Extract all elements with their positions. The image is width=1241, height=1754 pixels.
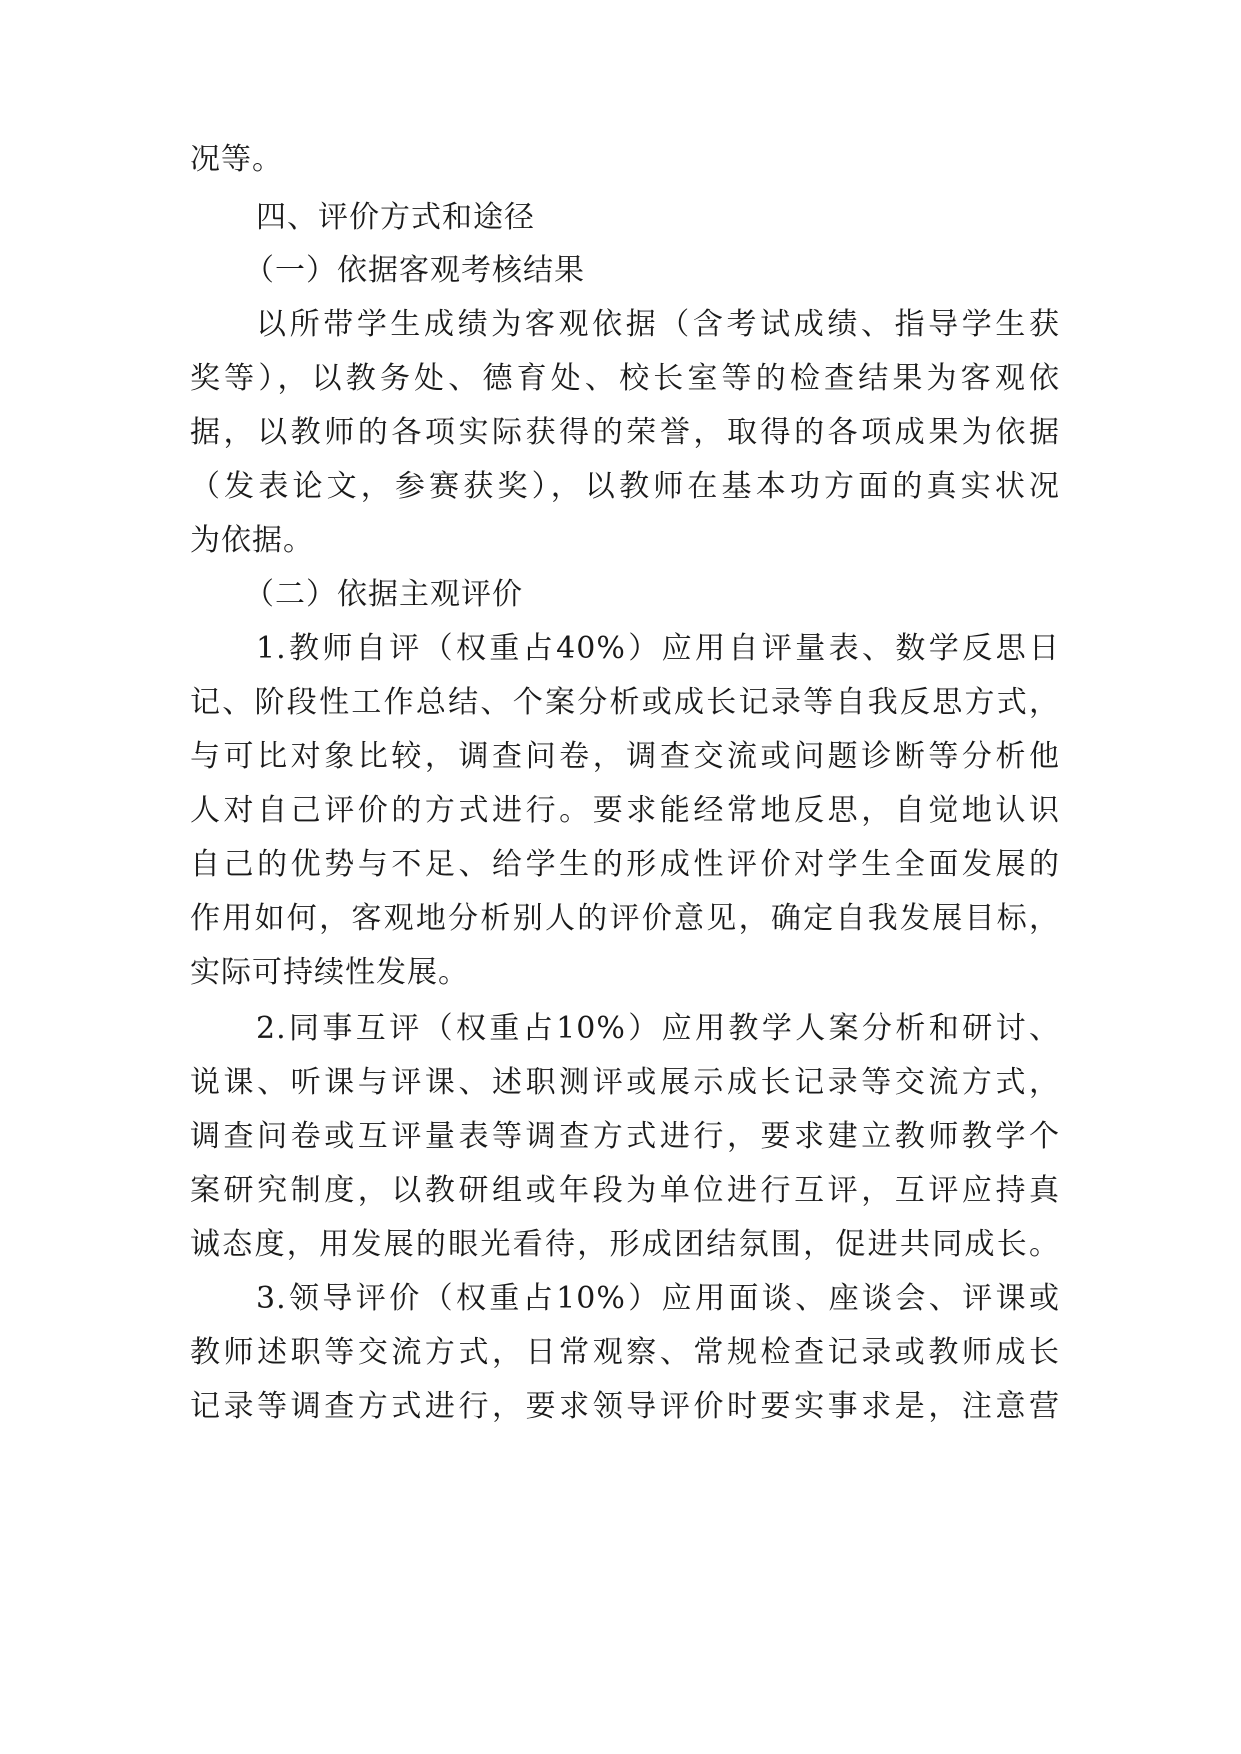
paragraph-line: 案研究制度，以教研组或年段为单位进行互评，互评应持真 <box>190 1173 1060 1208</box>
paragraph-line: 诚态度，用发展的眼光看待，形成团结氛围，促进共同成长。 <box>190 1227 1060 1262</box>
paragraph-line: 据，以教师的各项实际获得的荣誉，取得的各项成果为依据 <box>190 415 1060 450</box>
subsection-heading: （二）依据主观评价 <box>244 577 523 612</box>
paragraph-line: 作用如何，客观地分析别人的评价意见，确定自我发展目标， <box>190 901 1060 936</box>
paragraph-line: 说课、听课与评课、述职测评或展示成长记录等交流方式， <box>190 1065 1060 1100</box>
paragraph-line: 人对自己评价的方式进行。要求能经常地反思，自觉地认识 <box>190 793 1060 828</box>
subsection-heading: （一）依据客观考核结果 <box>244 253 585 288</box>
paragraph-line: 况等。 <box>190 142 283 177</box>
paragraph-line: 教师述职等交流方式，日常观察、常规检查记录或教师成长 <box>190 1335 1060 1370</box>
paragraph-line: 1.教师自评（权重占40%）应用自评量表、数学反思日 <box>256 631 1060 666</box>
paragraph-line: 3.领导评价（权重占10%）应用面谈、座谈会、评课或 <box>256 1281 1060 1316</box>
paragraph-line: 2.同事互评（权重占10%）应用教学人案分析和研讨、 <box>256 1011 1060 1046</box>
section-heading: 四、评价方式和途径 <box>256 200 535 235</box>
paragraph-line: 调查问卷或互评量表等调查方式进行，要求建立教师教学个 <box>190 1119 1060 1154</box>
paragraph-line: （发表论文，参赛获奖），以教师在基本功方面的真实状况 <box>190 469 1060 504</box>
paragraph-line: 以所带学生成绩为客观依据（含考试成绩、指导学生获 <box>256 307 1060 342</box>
paragraph-line: 记、阶段性工作总结、个案分析或成长记录等自我反思方式， <box>190 685 1060 720</box>
paragraph-line: 与可比对象比较，调查问卷，调查交流或问题诊断等分析他 <box>190 739 1060 774</box>
paragraph-line: 记录等调查方式进行，要求领导评价时要实事求是，注意营 <box>190 1389 1060 1424</box>
paragraph-line: 为依据。 <box>190 523 314 558</box>
paragraph-line: 实际可持续性发展。 <box>190 955 469 990</box>
paragraph-line: 奖等），以教务处、德育处、校长室等的检查结果为客观依 <box>190 361 1060 396</box>
paragraph-line: 自己的优势与不足、给学生的形成性评价对学生全面发展的 <box>190 847 1060 882</box>
